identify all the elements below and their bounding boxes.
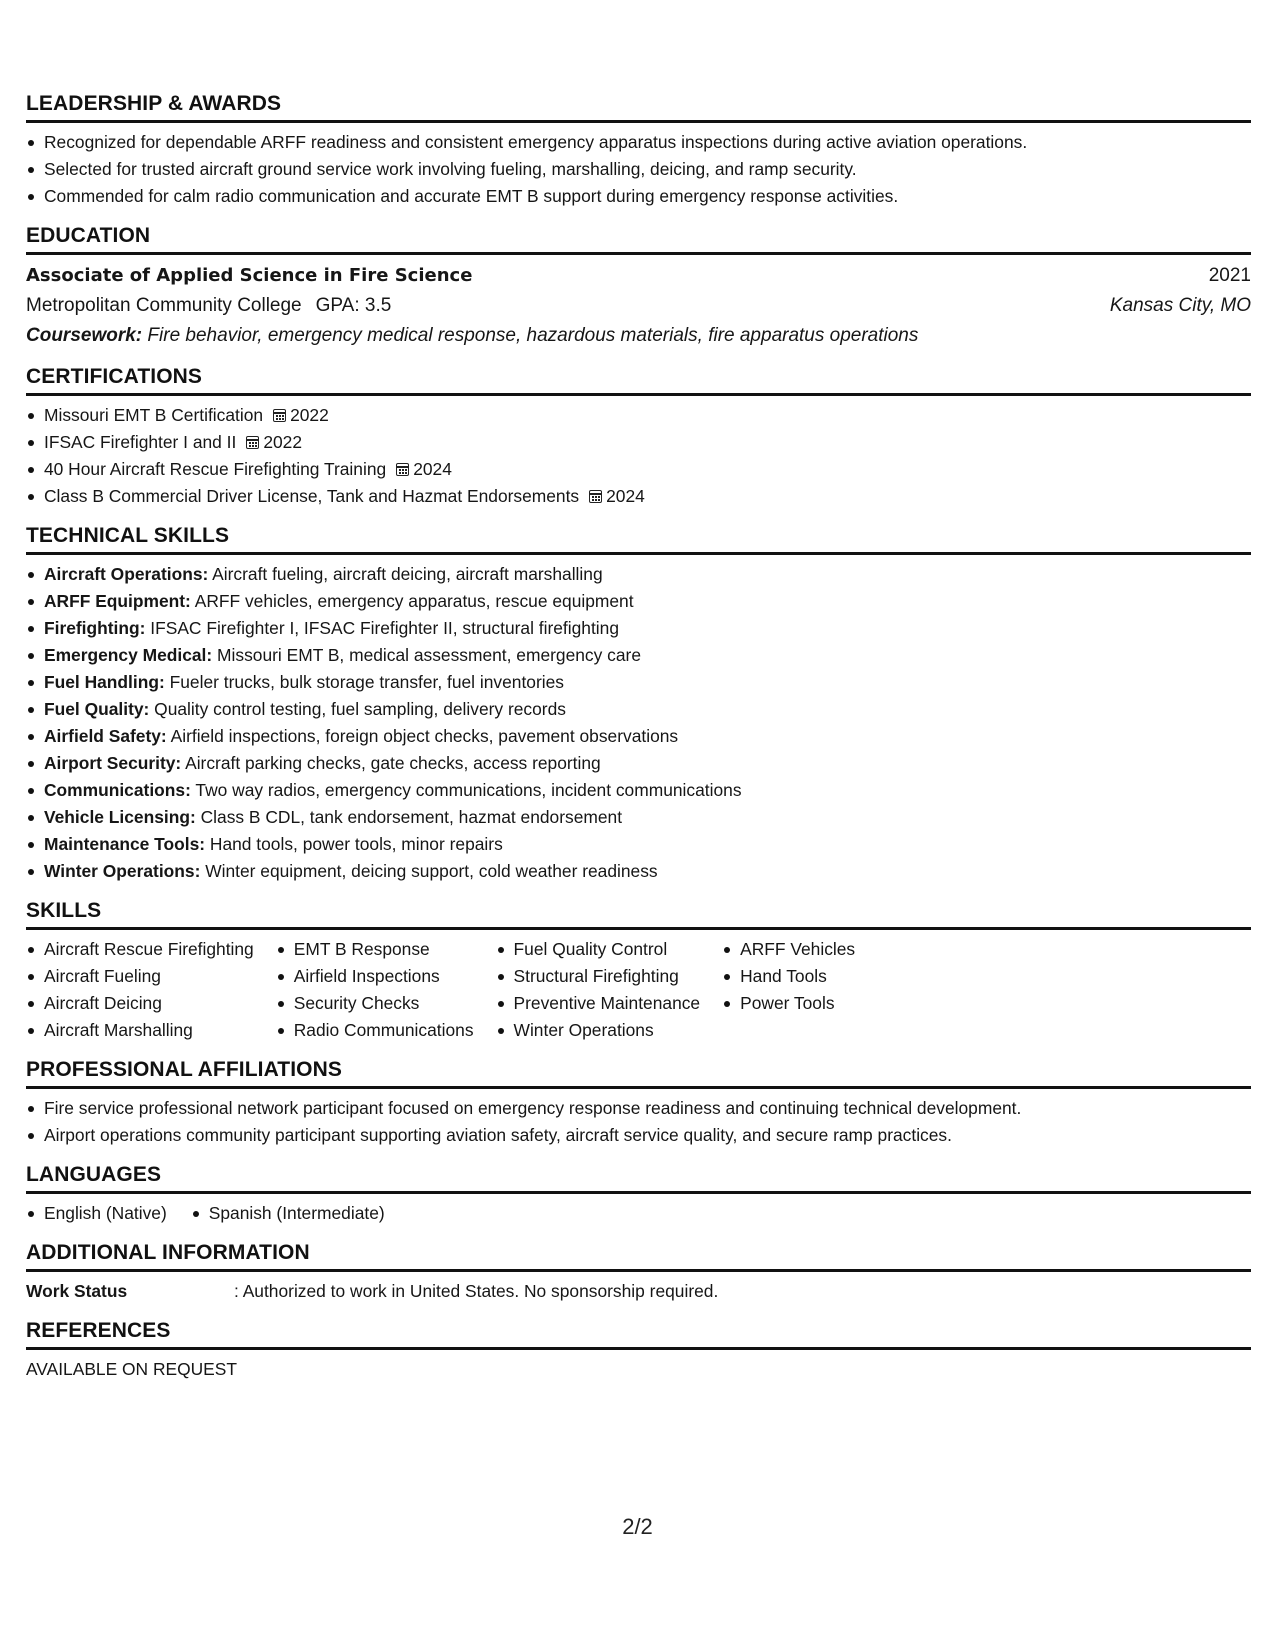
- list-item: English (Native): [26, 1200, 167, 1227]
- section-title-certifications: CERTIFICATIONS: [26, 365, 1251, 396]
- education-section: [26, 224, 1251, 351]
- list-item: Fuel Quality Control: [496, 936, 701, 963]
- list-item: Preventive Maintenance: [496, 990, 701, 1017]
- list-item: Structural Firefighting: [496, 963, 701, 990]
- list-item: Hand Tools: [722, 963, 855, 990]
- page-number: 2/2: [622, 1514, 653, 1539]
- skill-label: Fuel Quality:: [44, 699, 150, 719]
- skills-grid: [26, 936, 1251, 1044]
- certification-name: Missouri EMT B Certification: [44, 405, 264, 425]
- list-item: Spanish (Intermediate): [191, 1200, 385, 1227]
- skills-column-1: [26, 936, 254, 1044]
- list-item: Selected for trusted aircraft ground service work involving fueling, marshalling, deicing, and ramp security.: [26, 156, 1251, 183]
- certification-year: 2022: [290, 405, 329, 425]
- section-title-education: EDUCATION: [26, 224, 1251, 255]
- skill-label: Communications:: [44, 780, 191, 800]
- list-item: [26, 588, 1251, 615]
- list-item: [26, 804, 1251, 831]
- skills-section: [26, 899, 1251, 1044]
- skill-label: Fuel Handling:: [44, 672, 165, 692]
- coursework-text: Fire behavior, emergency medical response, hazardous materials, fire apparatus operations: [147, 325, 919, 346]
- technical-skills-section: [26, 524, 1251, 885]
- languages-list: [26, 1200, 409, 1227]
- list-item: Recognized for dependable ARFF readiness and consistent emergency apparatus inspections during active aviation operations.: [26, 129, 1251, 156]
- calendar-icon: [589, 490, 602, 503]
- affiliations-list: [26, 1095, 1251, 1149]
- certifications-list: [26, 402, 1251, 510]
- list-item: [26, 642, 1251, 669]
- section-title-technical-skills: TECHNICAL SKILLS: [26, 524, 1251, 555]
- skill-label: ARFF Equipment:: [44, 591, 191, 611]
- skill-label: Emergency Medical:: [44, 645, 213, 665]
- section-title-affiliations: PROFESSIONAL AFFILIATIONS: [26, 1058, 1251, 1089]
- education-school: Metropolitan Community College: [26, 295, 302, 316]
- references-text: AVAILABLE ON REQUEST: [26, 1359, 238, 1379]
- certification-year: 2024: [413, 459, 452, 479]
- skill-text: Missouri EMT B, medical assessment, emergency care: [217, 645, 641, 665]
- skill-text: Airfield inspections, foreign object checks, pavement observations: [170, 726, 679, 746]
- section-title-references: REFERENCES: [26, 1319, 1251, 1350]
- certification-name: IFSAC Firefighter I and II: [44, 432, 237, 452]
- list-item: Radio Communications: [276, 1017, 474, 1044]
- skill-text: Winter equipment, deicing support, cold weather readiness: [205, 861, 658, 881]
- additional-info-section: [26, 1241, 1251, 1305]
- work-status-row: [26, 1278, 1251, 1305]
- skills-column-3: [496, 936, 701, 1044]
- skill-text: IFSAC Firefighter I, IFSAC Firefighter II, structural firefighting: [150, 618, 620, 638]
- education-degree-row: [26, 261, 1251, 291]
- section-title-additional-info: ADDITIONAL INFORMATION: [26, 1241, 1251, 1272]
- skill-text: Class B CDL, tank endorsement, hazmat endorsement: [200, 807, 623, 827]
- technical-skills-list: [26, 561, 1251, 885]
- list-item: Winter Operations: [496, 1017, 701, 1044]
- leadership-list: [26, 129, 1251, 210]
- list-item: Aircraft Rescue Firefighting: [26, 936, 254, 963]
- languages-row: [26, 1200, 1251, 1227]
- list-item: [26, 831, 1251, 858]
- skill-label: Vehicle Licensing:: [44, 807, 196, 827]
- list-item: Aircraft Deicing: [26, 990, 254, 1017]
- list-item: Aircraft Fueling: [26, 963, 254, 990]
- list-item: [26, 858, 1251, 885]
- certification-year: 2024: [606, 486, 645, 506]
- list-item: ARFF Vehicles: [722, 936, 855, 963]
- calendar-icon: [396, 463, 409, 476]
- skill-label: Airfield Safety:: [44, 726, 167, 746]
- education-location: Kansas City, MO: [1109, 295, 1251, 316]
- certification-name: 40 Hour Aircraft Rescue Firefighting Training: [44, 459, 387, 479]
- list-item: [26, 750, 1251, 777]
- skill-label: Winter Operations:: [44, 861, 201, 881]
- skill-label: Maintenance Tools:: [44, 834, 206, 854]
- list-item: Security Checks: [276, 990, 474, 1017]
- section-title-languages: LANGUAGES: [26, 1163, 1251, 1194]
- skill-label: Aircraft Operations:: [44, 564, 209, 584]
- leadership-section: [26, 92, 1251, 210]
- skill-text: Hand tools, power tools, minor repairs: [209, 834, 503, 854]
- list-item: EMT B Response: [276, 936, 474, 963]
- list-item: Power Tools: [722, 990, 855, 1017]
- skill-text: Fueler trucks, bulk storage transfer, fuel inventories: [169, 672, 564, 692]
- list-item: Airfield Inspections: [276, 963, 474, 990]
- list-item: Fire service professional network participant focused on emergency response readiness and continuing technical development.: [26, 1095, 1251, 1122]
- list-item: [26, 561, 1251, 588]
- skill-text: Two way radios, emergency communications, incident communications: [195, 780, 742, 800]
- skill-label: Airport Security:: [44, 753, 182, 773]
- certification-year: 2022: [263, 432, 303, 452]
- list-item: [26, 696, 1251, 723]
- coursework-label: Coursework:: [26, 325, 143, 346]
- list-item: Commended for calm radio communication and accurate EMT B support during emergency response activities.: [26, 183, 1251, 210]
- list-item: [26, 429, 1251, 456]
- list-item: Aircraft Marshalling: [26, 1017, 254, 1044]
- education-gpa: GPA: 3.5: [315, 295, 392, 316]
- resume-page: [26, 92, 1251, 1383]
- affiliations-section: [26, 1058, 1251, 1149]
- list-item: [26, 669, 1251, 696]
- work-status-label: Work Status: [26, 1281, 128, 1301]
- list-item: [26, 483, 1251, 510]
- list-item: Airport operations community participant supporting aviation safety, aircraft service quality, and secure ramp practices.: [26, 1122, 1251, 1149]
- education-degree: Associate of Applied Science in Fire Science: [26, 265, 473, 286]
- calendar-icon: [246, 436, 259, 449]
- skill-label: Firefighting:: [44, 618, 146, 638]
- skill-text: Aircraft parking checks, gate checks, access reporting: [185, 753, 601, 773]
- certification-name: Class B Commercial Driver License, Tank and Hazmat Endorsements: [44, 486, 580, 506]
- list-item: [26, 723, 1251, 750]
- section-title-skills: SKILLS: [26, 899, 1251, 930]
- list-item: [26, 402, 1251, 429]
- skill-text: ARFF vehicles, emergency apparatus, rescue equipment: [194, 591, 634, 611]
- skills-column-4: [722, 936, 855, 1044]
- references-section: [26, 1319, 1251, 1383]
- list-item: [26, 456, 1251, 483]
- languages-section: [26, 1163, 1251, 1227]
- calendar-icon: [273, 409, 286, 422]
- work-status-value: : Authorized to work in United States. No sponsorship required.: [234, 1281, 719, 1301]
- certifications-section: [26, 365, 1251, 510]
- education-school-row: [26, 291, 1251, 321]
- skill-text: Aircraft fueling, aircraft deicing, aircraft marshalling: [212, 564, 603, 584]
- education-year: 2021: [1208, 265, 1251, 286]
- skill-text: Quality control testing, fuel sampling, delivery records: [154, 699, 566, 719]
- section-title-leadership: LEADERSHIP & AWARDS: [26, 92, 1251, 123]
- education-coursework: [26, 321, 1251, 351]
- skills-column-2: [276, 936, 474, 1044]
- list-item: [26, 615, 1251, 642]
- list-item: [26, 777, 1251, 804]
